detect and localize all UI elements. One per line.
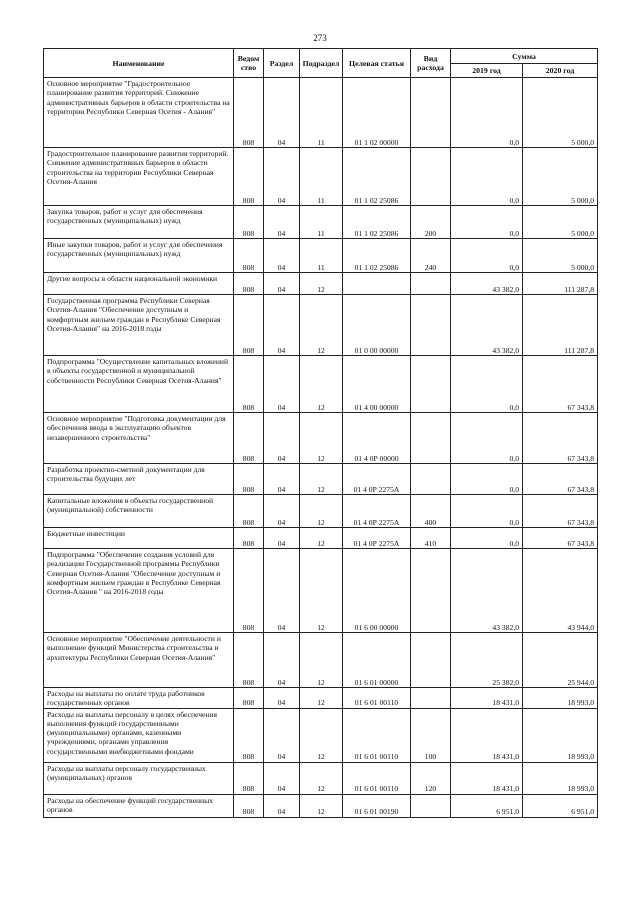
cell-razdel: 04	[264, 549, 300, 633]
cell-vid	[411, 794, 451, 817]
cell-vid	[411, 295, 451, 356]
cell-ved: 808	[234, 794, 264, 817]
budget-table	[43, 48, 598, 818]
cell-cel: 01 4 0Р 2275А	[343, 528, 411, 549]
table-row	[44, 78, 598, 148]
cell-cel: 01 1 02 00000	[343, 78, 411, 148]
cell-y2020: 18 993,0	[523, 708, 598, 762]
cell-vid: 240	[411, 239, 451, 273]
cell-y2019: 43 382,0	[451, 549, 523, 633]
cell-ved: 808	[234, 239, 264, 273]
cell-y2020: 5 000,0	[523, 148, 598, 206]
cell-y2020: 5 000,0	[523, 78, 598, 148]
cell-vid: 410	[411, 528, 451, 549]
cell-vid	[411, 633, 451, 688]
cell-podrazdel: 11	[300, 148, 343, 206]
cell-vid	[411, 464, 451, 495]
cell-podrazdel: 12	[300, 549, 343, 633]
cell-vid	[411, 78, 451, 148]
header-cel: Целевая статья	[343, 49, 411, 78]
header-ved: Ведом ство	[234, 49, 264, 78]
cell-razdel: 04	[264, 633, 300, 688]
cell-name: Капитальные вложения в объекты государственной (муниципальной) собственности	[44, 495, 234, 528]
cell-razdel: 04	[264, 239, 300, 273]
cell-cel: 01 6 00 00000	[343, 549, 411, 633]
cell-razdel: 04	[264, 206, 300, 239]
cell-name: Расходы на обеспечение функций государственных органов	[44, 794, 234, 817]
cell-name: Подпрограмма "Осуществление капитальных вложений в объекты государственной и муниципальной собственности Республики Северная Осетия-Алания"	[44, 356, 234, 413]
cell-cel	[343, 273, 411, 295]
cell-y2020: 111 287,8	[523, 295, 598, 356]
cell-ved: 808	[234, 413, 264, 464]
cell-cel: 01 6 01 00110	[343, 688, 411, 709]
cell-name: Основное мероприятие "Обеспечение деятельности и выполнение функций Министерства строительства и архитектуры Республики Северная Осетия-Алания"	[44, 633, 234, 688]
cell-y2019: 43 382,0	[451, 273, 523, 295]
cell-cel: 01 4 0Р 2275А	[343, 495, 411, 528]
cell-y2019: 0,0	[451, 495, 523, 528]
cell-vid: 400	[411, 495, 451, 528]
cell-cel: 01 4 0Р 00000	[343, 413, 411, 464]
cell-name: Государственная программа Республики Северная Осетия-Алания "Обеспечение доступным и комфортным жильем граждан в Республике Северная Осетия-Алания" на 2016-2018 годы	[44, 295, 234, 356]
cell-razdel: 04	[264, 762, 300, 794]
cell-cel: 01 6 01 00110	[343, 762, 411, 794]
cell-ved: 808	[234, 206, 264, 239]
cell-name: Расходы на выплаты по оплате труда работников государственных органов	[44, 688, 234, 709]
header-vid: Вид расхода	[411, 49, 451, 78]
cell-razdel: 04	[264, 708, 300, 762]
cell-podrazdel: 12	[300, 794, 343, 817]
cell-vid: 120	[411, 762, 451, 794]
cell-y2020: 43 944,0	[523, 549, 598, 633]
cell-name: Разработка проектно-сметной документации для строительства будущих лет	[44, 464, 234, 495]
cell-name: Расходы на выплаты персоналу в целях обеспечения выполнения функций государственными (муниципальными) органами, казенными учреждениями, органами управления государственными внебюджетными фондами	[44, 708, 234, 762]
header-summa: Сумма	[451, 49, 598, 64]
cell-y2019: 18 431,0	[451, 708, 523, 762]
cell-y2019: 0,0	[451, 78, 523, 148]
cell-podrazdel: 12	[300, 528, 343, 549]
cell-podrazdel: 12	[300, 413, 343, 464]
header-2020: 2020 год	[523, 64, 598, 78]
cell-cel: 01 0 00 00000	[343, 295, 411, 356]
cell-cel: 01 1 02 25086	[343, 239, 411, 273]
cell-y2019: 0,0	[451, 413, 523, 464]
cell-y2019: 0,0	[451, 206, 523, 239]
cell-cel: 01 4 00 00000	[343, 356, 411, 413]
cell-ved: 808	[234, 464, 264, 495]
cell-podrazdel: 12	[300, 356, 343, 413]
cell-y2019: 0,0	[451, 464, 523, 495]
cell-vid: 100	[411, 708, 451, 762]
cell-ved: 808	[234, 688, 264, 709]
cell-vid: 200	[411, 206, 451, 239]
header-razdel: Раздел	[264, 49, 300, 78]
header-2019: 2019 год	[451, 64, 523, 78]
cell-ved: 808	[234, 762, 264, 794]
cell-podrazdel: 12	[300, 688, 343, 709]
cell-podrazdel: 12	[300, 762, 343, 794]
table-row	[44, 206, 598, 239]
table-row	[44, 273, 598, 295]
cell-cel: 01 1 02 25086	[343, 206, 411, 239]
cell-name: Градостроительное планирование развития территорий. Снижение административных барьеров в области строительства на территории Республики Северная Осетия-Алания	[44, 148, 234, 206]
table-row	[44, 495, 598, 528]
cell-vid	[411, 273, 451, 295]
cell-ved: 808	[234, 295, 264, 356]
cell-ved: 808	[234, 148, 264, 206]
table-row	[44, 688, 598, 709]
cell-name: Иные закупки товаров, работ и услуг для обеспечения государственных (муниципальных) нужд	[44, 239, 234, 273]
cell-podrazdel: 11	[300, 206, 343, 239]
cell-podrazdel: 11	[300, 239, 343, 273]
cell-razdel: 04	[264, 464, 300, 495]
cell-y2020: 5 000,0	[523, 206, 598, 239]
cell-vid	[411, 148, 451, 206]
cell-razdel: 04	[264, 78, 300, 148]
cell-podrazdel: 12	[300, 633, 343, 688]
cell-razdel: 04	[264, 356, 300, 413]
table-row	[44, 708, 598, 762]
cell-y2020: 67 343,8	[523, 356, 598, 413]
cell-y2019: 6 951,0	[451, 794, 523, 817]
cell-razdel: 04	[264, 688, 300, 709]
cell-y2020: 5 000,0	[523, 239, 598, 273]
cell-y2019: 43 382,0	[451, 295, 523, 356]
cell-name: Закупка товаров, работ и услуг для обеспечения государственных (муниципальных) нужд	[44, 206, 234, 239]
cell-podrazdel: 12	[300, 708, 343, 762]
cell-name: Расходы на выплаты персоналу государственных (муниципальных) органов	[44, 762, 234, 794]
table-row	[44, 762, 598, 794]
cell-name: Основное мероприятие "Подготовка документации для обеспечения ввода в эксплуатацию объектов незавершенного строительства"	[44, 413, 234, 464]
cell-razdel: 04	[264, 528, 300, 549]
cell-ved: 808	[234, 708, 264, 762]
cell-razdel: 04	[264, 794, 300, 817]
table-row	[44, 528, 598, 549]
cell-y2019: 0,0	[451, 356, 523, 413]
cell-y2020: 67 343,8	[523, 464, 598, 495]
table-row	[44, 356, 598, 413]
table-row	[44, 295, 598, 356]
table-row	[44, 464, 598, 495]
cell-ved: 808	[234, 528, 264, 549]
cell-razdel: 04	[264, 413, 300, 464]
page-number: 273	[313, 33, 327, 43]
cell-name: Подпрограмма "Обеспечение создания условий для реализации Государственной программы Республики Северная Осетия-Алания "Обеспечение доступным и комфортным жильем граждан в Республике Северная Осетия-Алания " на 2016-2018 годы	[44, 549, 234, 633]
table-row	[44, 148, 598, 206]
cell-y2019: 0,0	[451, 239, 523, 273]
cell-ved: 808	[234, 356, 264, 413]
cell-podrazdel: 11	[300, 78, 343, 148]
cell-ved: 808	[234, 78, 264, 148]
cell-ved: 808	[234, 495, 264, 528]
cell-cel: 01 6 01 00000	[343, 633, 411, 688]
cell-y2019: 25 382,0	[451, 633, 523, 688]
cell-ved: 808	[234, 549, 264, 633]
cell-vid	[411, 688, 451, 709]
table-row	[44, 794, 598, 817]
header-name: Наименование	[44, 49, 234, 78]
cell-y2020: 67 343,8	[523, 528, 598, 549]
cell-y2019: 18 431,0	[451, 762, 523, 794]
cell-name: Другие вопросы в области национальной экономики	[44, 273, 234, 295]
cell-cel: 01 4 0Р 2275А	[343, 464, 411, 495]
cell-y2020: 67 343,8	[523, 495, 598, 528]
cell-podrazdel: 12	[300, 464, 343, 495]
cell-y2020: 18 993,0	[523, 688, 598, 709]
cell-name: Основное мероприятие "Градостроительное планирование развития территорий. Снижение административных барьеров в области строительства на территории Республики Северная Осетия - Алания"	[44, 78, 234, 148]
cell-cel: 01 6 01 00110	[343, 708, 411, 762]
cell-y2019: 0,0	[451, 148, 523, 206]
cell-vid	[411, 356, 451, 413]
cell-y2020: 18 993,0	[523, 762, 598, 794]
cell-razdel: 04	[264, 295, 300, 356]
table-row	[44, 239, 598, 273]
cell-cel: 01 1 02 25086	[343, 148, 411, 206]
cell-name: Бюджетные инвестиции	[44, 528, 234, 549]
cell-podrazdel: 12	[300, 295, 343, 356]
table-row	[44, 413, 598, 464]
cell-razdel: 04	[264, 148, 300, 206]
cell-razdel: 04	[264, 495, 300, 528]
table-row	[44, 549, 598, 633]
cell-y2019: 18 431,0	[451, 688, 523, 709]
cell-podrazdel: 12	[300, 273, 343, 295]
cell-razdel: 04	[264, 273, 300, 295]
cell-cel: 01 6 01 00190	[343, 794, 411, 817]
cell-vid	[411, 413, 451, 464]
cell-y2020: 6 951,0	[523, 794, 598, 817]
cell-y2020: 111 287,8	[523, 273, 598, 295]
cell-podrazdel: 12	[300, 495, 343, 528]
cell-vid	[411, 549, 451, 633]
cell-y2020: 25 944,0	[523, 633, 598, 688]
cell-ved: 808	[234, 273, 264, 295]
cell-y2020: 67 343,8	[523, 413, 598, 464]
table-row	[44, 633, 598, 688]
header-podrazdel: Подраздел	[300, 49, 343, 78]
cell-y2019: 0,0	[451, 528, 523, 549]
cell-ved: 808	[234, 633, 264, 688]
